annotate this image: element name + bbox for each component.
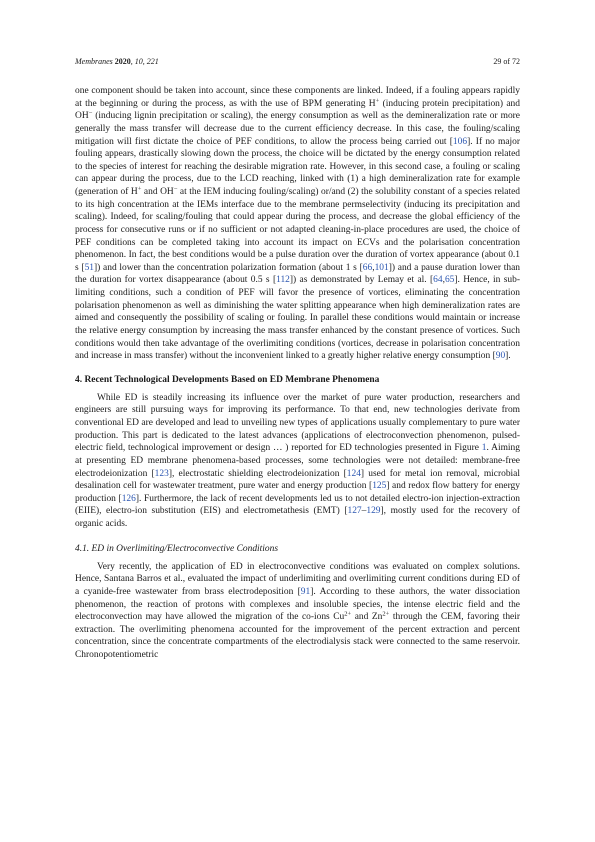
citation-link[interactable]: 112 [276,275,290,286]
citation-link[interactable]: 124 [346,468,361,479]
page-header [75,57,520,69]
citation-link[interactable]: 106 [452,136,468,147]
paragraph-fouling-pef: one component should be taken into account, since these components are linked. Indeed, if a fouling appears rapidly at the beginning or during the process, as with the use of BPM generating H+ (inducing protein precipitation) and OH− (inducing lignin precipitation or scaling), the energy consumption as well as the demineralization rate or more generally the mass transfer will decrease due to the current efficiency decrease. In this case, the fouling/scaling mitigation will first dictate the choice of PEF conditions, to allow the process being carried out [106]. If no major fouling appears, drastically slowing down the process, the choice will be dictated by the energy consumption related to the species of interest for reaching the desirable migration rate. However, in this second case, a fouling or scaling can appear during the process, due to the LCD reaching, linked with (1) a high demineralization rate for example (generation of H+ and OH− at the IEM inducing fouling/scaling) or/and (2) the solubility constant of a species related to its high concentration at the IEMs interface due to the membrane permselectivity (inducing its precipitation and scaling). Indeed, for scaling/fouling that could appear during the process, and decrease the global efficiency of the process for consecutive runs or if no sufficient or not adapted cleaning-in-place procedures are used, the choice of PEF conditions can be completed taking into account its impact on ECVs and the polarisation concentration phenomenon. In fact, the best conditions would be a pulse duration over the duration of vortex appearance (about 0.1 s [51]) and lower than the concentration polarization formation (about 1 s [66,101]) and a pause duration lower than the duration for vortex disappearance (about 0.5 s [112]) as demonstrated by Lemay et al. [64,65]. Hence, in sub-limiting conditions, such a condition of PEF will favor the presence of vortices, eliminating the concentration polarisation phenomenon as well as diminishing the water splitting appearance when high demineralization rates are aimed and consequently the possibility of scaling or fouling. In parallel these conditions would maintain or increase the relative energy consumption by increasing the mass transfer enhanced by the constant presence of vortices. Such conditions would then take advantage of the overlimiting conditions (vortices, decrease in polarisation concentration and increase in mass transfer) without the inconvenient linked to a greatly higher relative energy consumption [90]. [75,86,521,362]
paragraph-overlimiting: Very recently, the application of ED in electroconvective conditions was evaluated on complex solutions. Hence, Santana Barros et al., evaluated the impact of underlimiting and overlimiting current conditions during ED of a cyanide-free wastewater from brass electrodeposition [91]. According to these authors, the water dissociation phenomenon, the reaction of protons with complexes and insoluble species, the intense electric field and the electroconvection may have allowed the migration of the co-ions $Cu^{2+}$ and $Zn^{2+}$ through the CEM, favoring their extraction. The overlimiting phenomena accounted for the improvement of the percent extraction and percent concentration, since the concentrate compartments of the electrodialysis stack were connected to the same reservoir. Chronopotentiometric [75,561,520,660]
paragraph-recent-developments: While ED is steadily increasing its influence over the market of pure water production, researchers and engineers are still pursuing ways for improving its performance. To that end, new technologies derivate from conventional ED are developed and lead to unveiling new types of applications usually complementary to pure water production. This part is dedicated to the latest advances (applications of electroconvection phenomenon, pulsed-electric field, technological improvement or design … ) reported for ED technologies presented in Figure 1. Aiming at presenting ED membrane phenomena-based processes, some technologies were not detailed: membrane-free electrodeionization [123], electrostatic shielding electrodeionization [124] used for metal ion removal, microbial desalination cell for wastewater treatment, pure water and energy production [125] and redox flow battery for energy production [126]. Furthermore, the lack of recent developments led us to not detailed electro-ion injection-extraction (EIIE), electro-ion substitution (EIS) and electrometathesis (EMT) [127–129], mostly used for the recovery of organic acids. [75,392,521,529]
journal-citation: Membranes 2020, 10, 221 [75,57,159,66]
superscript: 2+ [344,610,352,618]
citation-link[interactable]: 125 [372,481,387,492]
citation-link[interactable]: 64 [433,275,443,286]
citation-link[interactable]: 51 [84,262,95,273]
citation-link[interactable]: 65 [444,275,455,286]
citation-link[interactable]: 126 [121,493,136,504]
citation-link[interactable]: 101 [374,262,389,273]
journal-year: 2020 [114,57,131,66]
citation-link[interactable]: 91 [300,586,311,597]
superscript: − [173,185,178,193]
main-content [75,85,520,662]
citation-link[interactable]: 1 [481,443,487,454]
citation-link[interactable]: 127 [347,506,362,517]
superscript: − [88,109,93,117]
journal-volume: 10, 221 [134,57,159,66]
section-heading-4: 4. Recent Technological Developments Based on ED Membrane Phenomena [75,374,380,385]
journal-name: Membranes [75,57,113,66]
citation-link[interactable]: 123 [154,468,169,479]
superscript: + [375,97,380,105]
citation-link[interactable]: 90 [495,351,506,362]
subsection-heading-4-1: 4.1. ED in Overlimiting/Electroconvective Conditions [75,543,279,554]
page-number: 29 of 72 [493,57,520,66]
citation-link[interactable]: 66 [362,262,373,273]
citation-link[interactable]: 129 [366,506,381,517]
superscript: + [137,185,142,193]
superscript: 2+ [382,610,390,618]
